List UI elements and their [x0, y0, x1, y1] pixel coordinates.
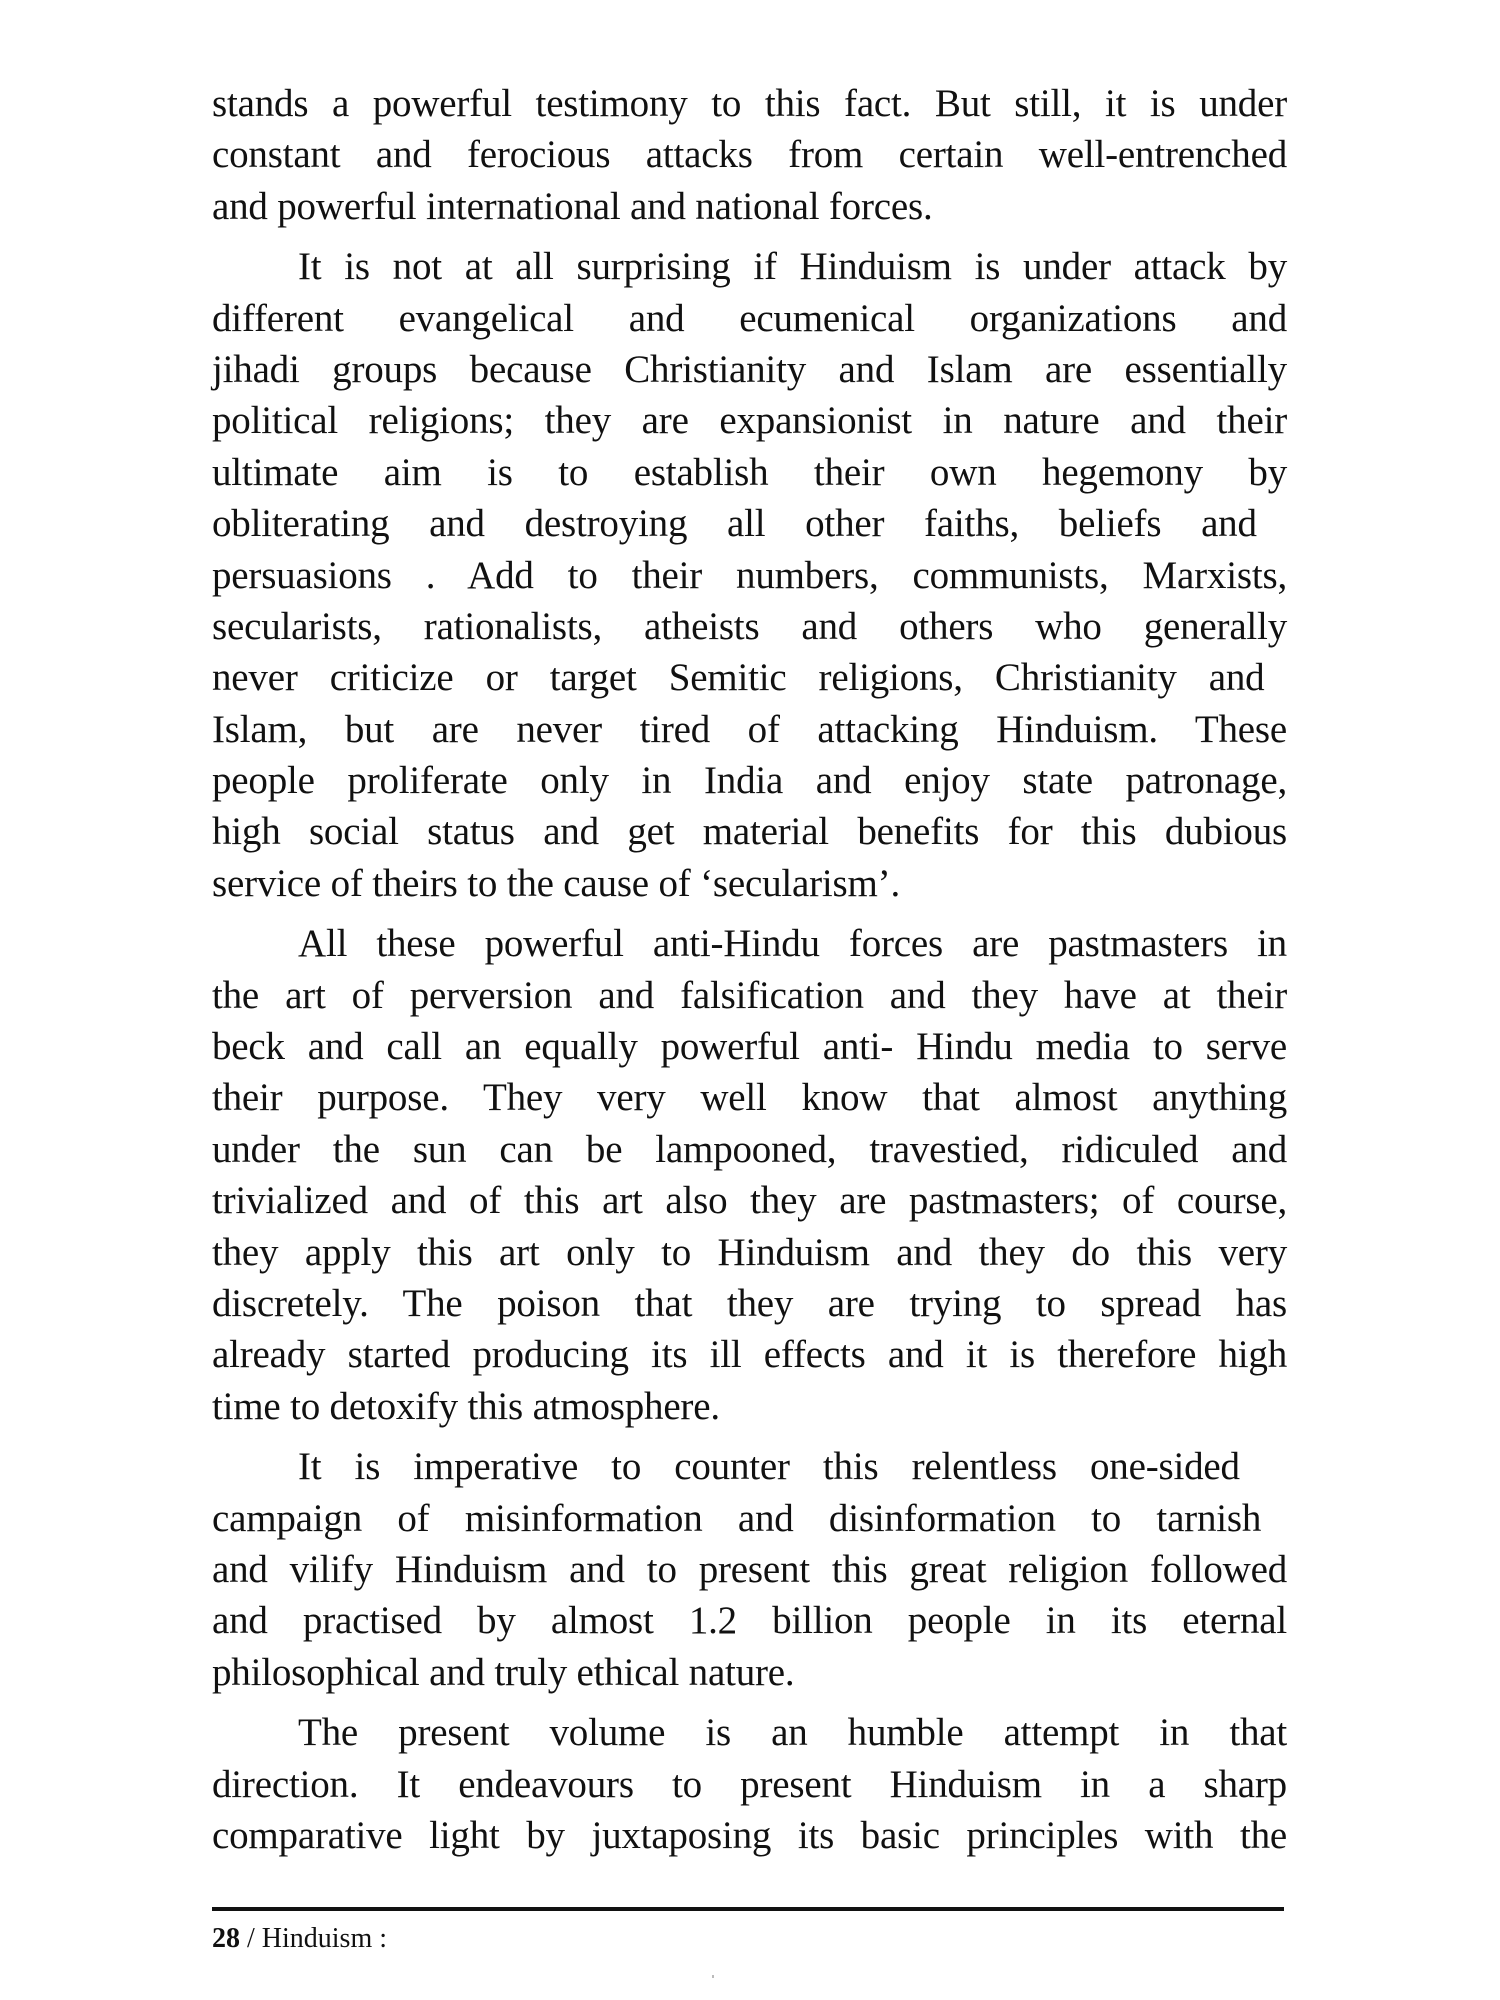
text-line: and vilify Hinduism and to present this great religion followed [212, 1547, 1287, 1591]
footer-separator: / [240, 1923, 262, 1954]
text-line: comparative light by juxtaposing its basic principles with the [212, 1813, 1287, 1857]
paragraph [212, 1441, 1287, 1698]
text-line: their purpose. They very well know that almost anything [212, 1076, 1287, 1120]
page-number: 28 [212, 1923, 240, 1954]
running-title: Hinduism : [261, 1923, 388, 1954]
text-line: It is imperative to counter this relentless one-sided [298, 1445, 1240, 1489]
text-line: persuasions . Add to their numbers, communists, Marxists, [212, 553, 1287, 597]
page-footer [212, 1922, 387, 1956]
text-line: secularists, rationalists, atheists and others who generally [212, 604, 1287, 648]
text-line: ultimate aim is to establish their own hegemony by [212, 450, 1287, 494]
text-line: beck and call an equally powerful anti- Hindu media to serve [212, 1025, 1287, 1069]
text-line: All these powerful anti-Hindu forces are pastmasters in [298, 922, 1287, 966]
text-line: The present volume is an humble attempt in that [298, 1711, 1287, 1755]
text-line: service of theirs to the cause of ‘secularism’. [212, 861, 900, 905]
text-line: It is not at all surprising if Hinduism is under attack by [298, 245, 1287, 289]
text-line: discretely. The poison that they are trying to spread has [212, 1281, 1287, 1325]
text-line: direction. It endeavours to present Hinduism in a sharp [212, 1762, 1287, 1806]
paragraph [212, 241, 1287, 909]
scan-speck [712, 1975, 714, 1978]
text-line: different evangelical and ecumenical organizations and [212, 296, 1287, 340]
paragraph [212, 918, 1287, 1432]
text-line: the art of perversion and falsification and they have at their [212, 973, 1287, 1017]
text-line: constant and ferocious attacks from certain well-entrenched [212, 133, 1287, 177]
text-line: people proliferate only in India and enjoy state patronage, [212, 759, 1287, 803]
text-line: never criticize or target Semitic religions, Christianity and [212, 656, 1265, 700]
text-line: political religions; they are expansionist in nature and their [212, 399, 1287, 443]
text-line: and practised by almost 1.2 billion people in its eternal [212, 1599, 1287, 1643]
text-line: and powerful international and national forces. [212, 184, 933, 228]
text-line: under the sun can be lampooned, travestied, ridiculed and [212, 1127, 1287, 1171]
text-line: already started producing its ill effects and it is therefore high [212, 1333, 1287, 1377]
text-line: obliterating and destroying all other faiths, beliefs and [212, 502, 1257, 546]
page-body [212, 78, 1287, 1870]
text-line: philosophical and truly ethical nature. [212, 1650, 795, 1694]
text-line: high social status and get material benefits for this dubious [212, 810, 1287, 854]
text-line: stands a powerful testimony to this fact. But still, it is under [212, 82, 1287, 125]
text-line: time to detoxify this atmosphere. [212, 1384, 720, 1428]
paragraph [212, 1707, 1287, 1861]
text-line: campaign of misinformation and disinformation to tarnish [212, 1496, 1262, 1540]
text-line: jihadi groups because Christianity and Islam are essentially [212, 347, 1287, 391]
text-line: Islam, but are never tired of attacking Hinduism. These [212, 707, 1287, 751]
paragraph [212, 78, 1287, 232]
text-line: they apply this art only to Hinduism and they do this very [212, 1230, 1287, 1274]
text-line: trivialized and of this art also they are pastmasters; of course, [212, 1179, 1287, 1223]
footer-rule [212, 1907, 1284, 1911]
